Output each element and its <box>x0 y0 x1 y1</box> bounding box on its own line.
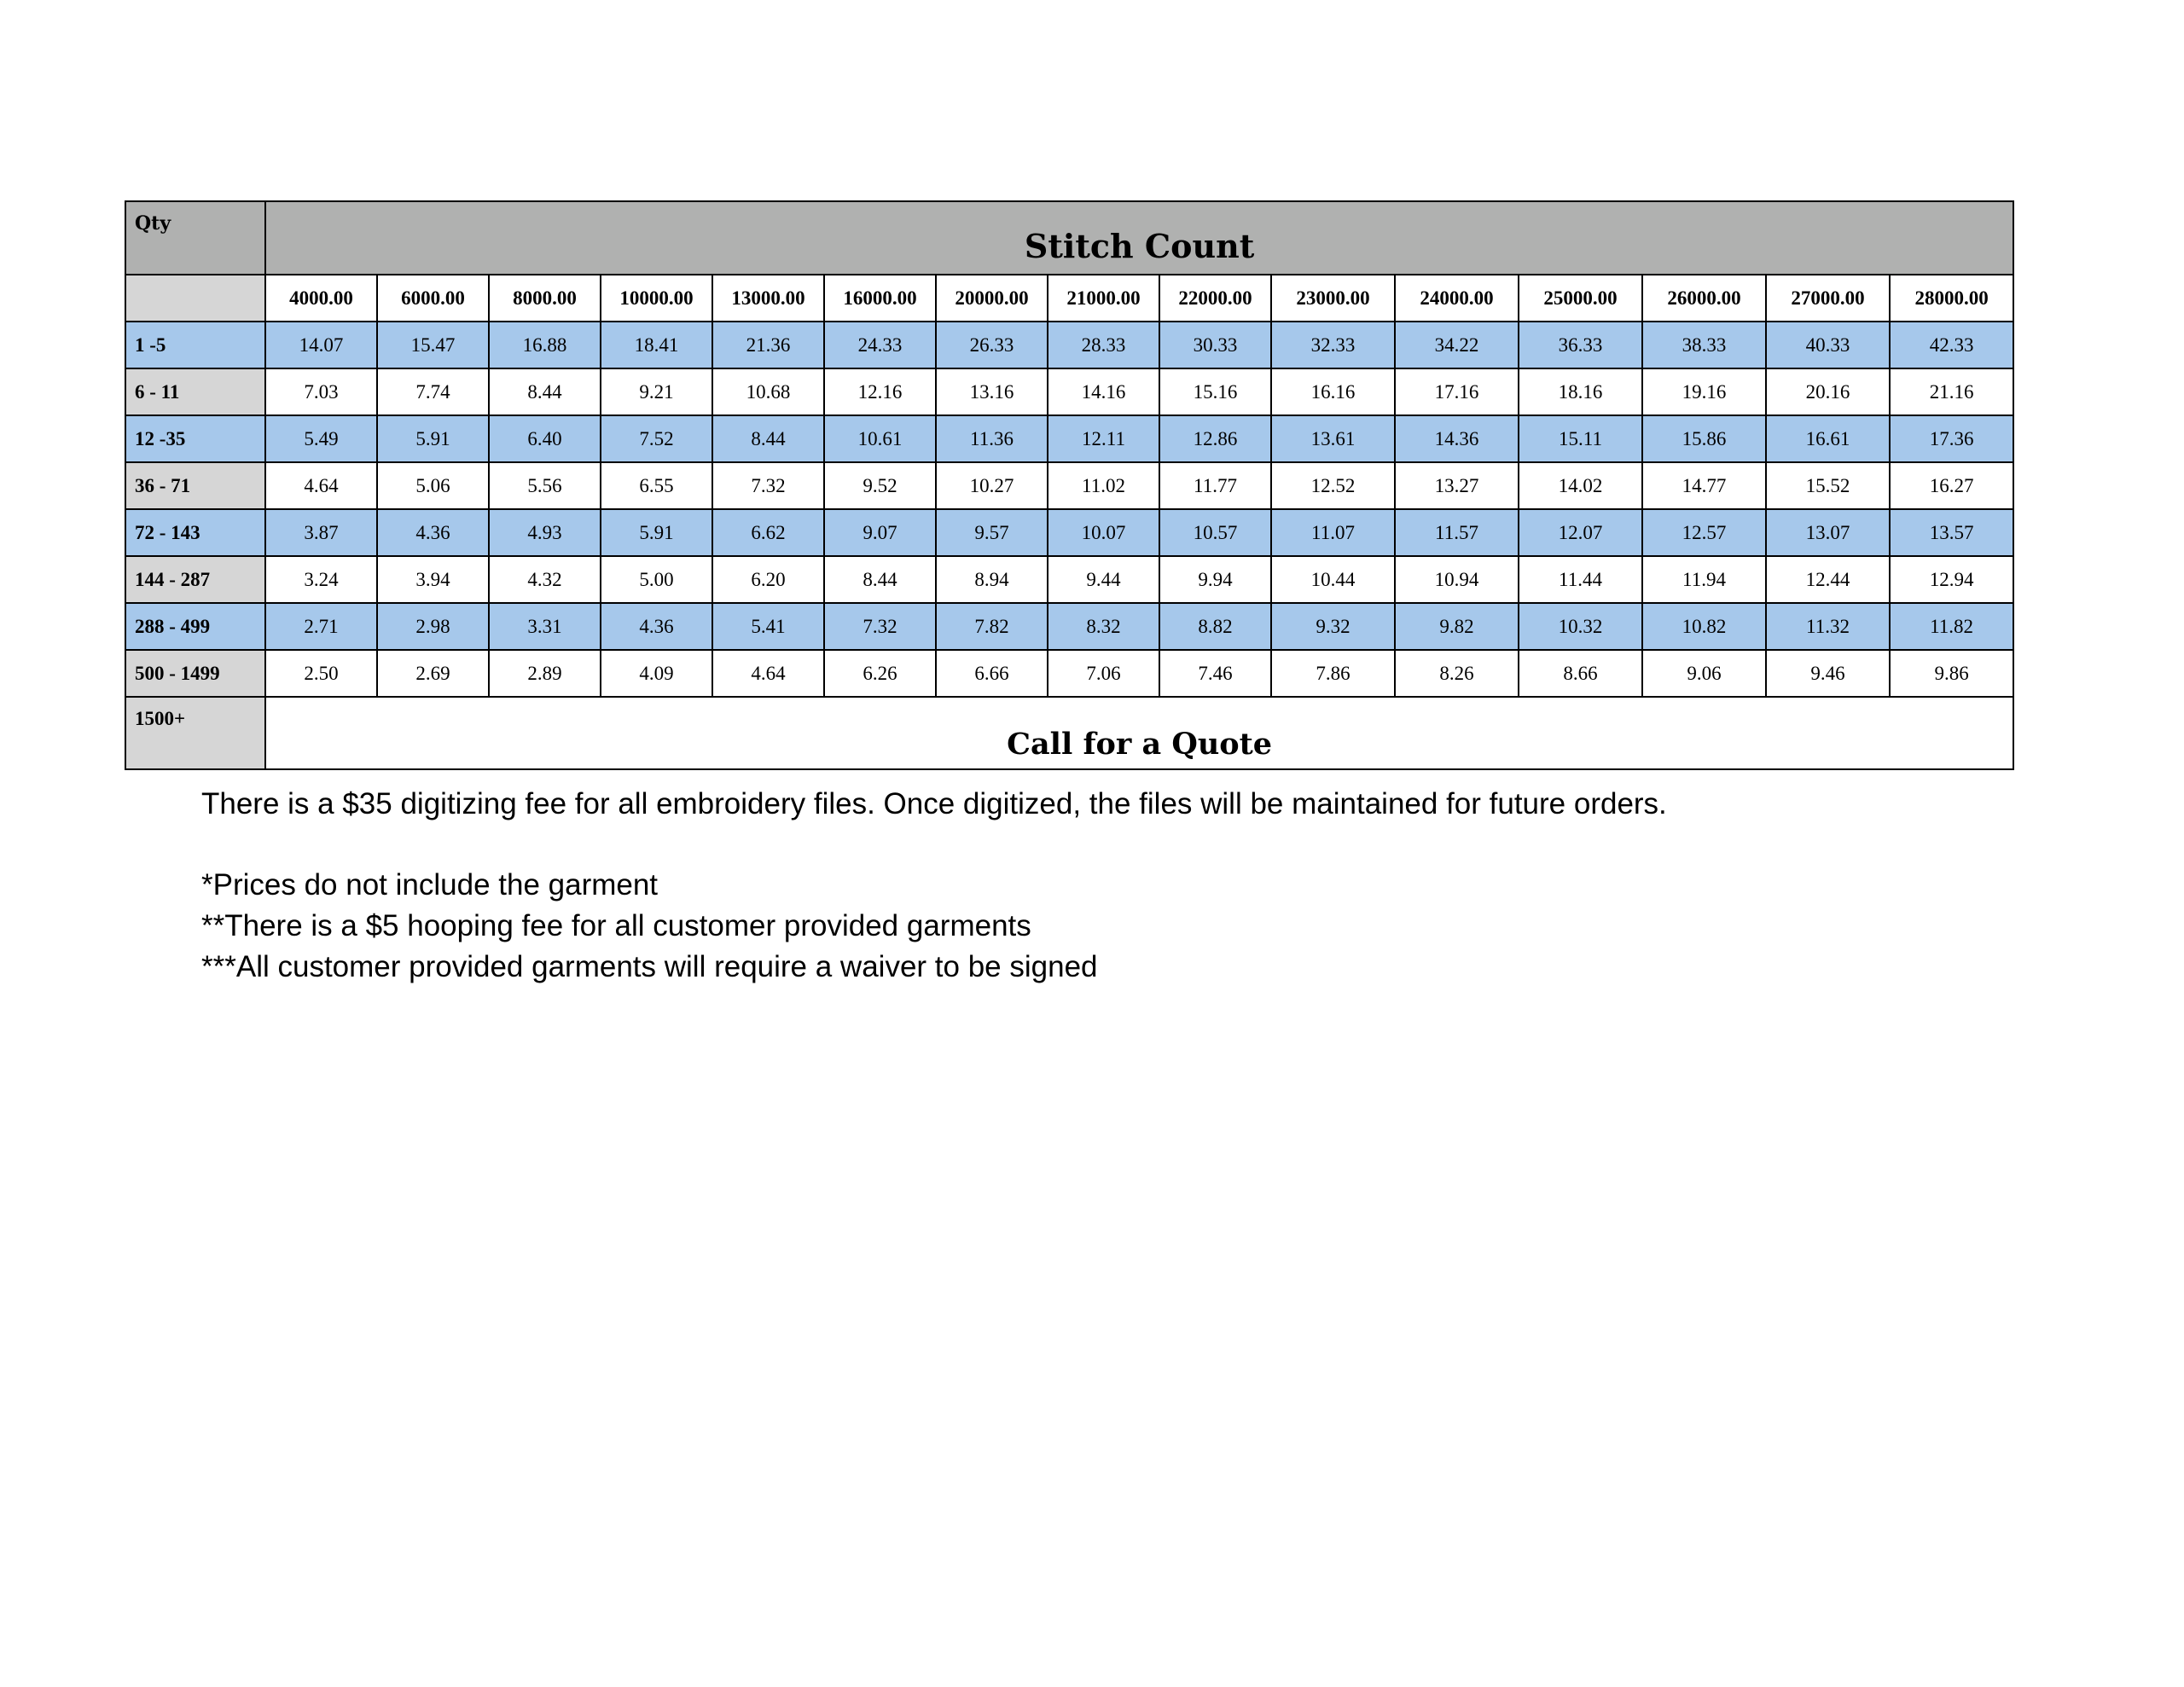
price-cell: 4.93 <box>489 509 601 556</box>
price-cell: 16.61 <box>1766 415 1890 462</box>
price-cell: 11.02 <box>1048 462 1159 509</box>
price-cell: 15.11 <box>1519 415 1642 462</box>
price-cell: 32.33 <box>1271 322 1395 368</box>
stitch-count-header: 28000.00 <box>1890 275 2013 322</box>
price-cell: 11.07 <box>1271 509 1395 556</box>
price-cell: 9.86 <box>1890 650 2013 697</box>
price-cell: 12.07 <box>1519 509 1642 556</box>
price-cell: 6.55 <box>601 462 712 509</box>
price-cell: 9.52 <box>824 462 936 509</box>
price-cell: 6.66 <box>936 650 1048 697</box>
price-cell: 12.86 <box>1159 415 1271 462</box>
price-cell: 8.94 <box>936 556 1048 603</box>
price-cell: 8.26 <box>1395 650 1519 697</box>
price-cell: 4.09 <box>601 650 712 697</box>
price-cell: 14.02 <box>1519 462 1642 509</box>
stitch-count-header: 6000.00 <box>377 275 489 322</box>
price-cell: 2.98 <box>377 603 489 650</box>
price-cell: 42.33 <box>1890 322 2013 368</box>
price-cell: 10.57 <box>1159 509 1271 556</box>
price-cell: 8.82 <box>1159 603 1271 650</box>
price-cell: 11.77 <box>1159 462 1271 509</box>
price-cell: 8.44 <box>824 556 936 603</box>
price-cell: 11.82 <box>1890 603 2013 650</box>
qty-range-label: 6 - 11 <box>125 368 265 415</box>
stitch-count-title: Stitch Count <box>265 201 2013 275</box>
price-cell: 16.88 <box>489 322 601 368</box>
price-cell: 7.82 <box>936 603 1048 650</box>
price-cell: 26.33 <box>936 322 1048 368</box>
stitch-count-header: 10000.00 <box>601 275 712 322</box>
price-cell: 9.46 <box>1766 650 1890 697</box>
qty-range-label: 12 -35 <box>125 415 265 462</box>
stitch-count-header: 4000.00 <box>265 275 377 322</box>
table-row <box>125 322 2013 368</box>
stitch-count-header: 24000.00 <box>1395 275 1519 322</box>
price-cell: 15.47 <box>377 322 489 368</box>
price-cell: 13.27 <box>1395 462 1519 509</box>
table-row <box>125 556 2013 603</box>
price-cell: 4.64 <box>265 462 377 509</box>
price-cell: 11.94 <box>1642 556 1766 603</box>
table-row <box>125 509 2013 556</box>
price-cell: 2.71 <box>265 603 377 650</box>
quote-row <box>125 697 2013 769</box>
table-row <box>125 650 2013 697</box>
price-cell: 40.33 <box>1766 322 1890 368</box>
price-cell: 21.36 <box>712 322 824 368</box>
waiver-note: ***All customer provided garments will require a waiver to be signed <box>201 950 1098 983</box>
price-cell: 14.36 <box>1395 415 1519 462</box>
price-cell: 6.20 <box>712 556 824 603</box>
price-cell: 5.56 <box>489 462 601 509</box>
price-cell: 5.49 <box>265 415 377 462</box>
stitch-count-header: 26000.00 <box>1642 275 1766 322</box>
qty-range-label: 1500+ <box>125 697 265 769</box>
price-cell: 5.41 <box>712 603 824 650</box>
price-cell: 9.21 <box>601 368 712 415</box>
stitch-count-header: 23000.00 <box>1271 275 1395 322</box>
price-cell: 11.32 <box>1766 603 1890 650</box>
price-cell: 14.16 <box>1048 368 1159 415</box>
price-cell: 15.16 <box>1159 368 1271 415</box>
price-cell: 6.40 <box>489 415 601 462</box>
hooping-fee-note: **There is a $5 hooping fee for all customer provided garments <box>201 909 1031 942</box>
price-cell: 7.03 <box>265 368 377 415</box>
price-cell: 13.16 <box>936 368 1048 415</box>
price-cell: 10.68 <box>712 368 824 415</box>
price-cell: 16.16 <box>1271 368 1395 415</box>
price-cell: 5.91 <box>377 415 489 462</box>
embroidery-price-table <box>125 200 2014 770</box>
price-cell: 15.52 <box>1766 462 1890 509</box>
price-cell: 2.69 <box>377 650 489 697</box>
price-cell: 2.89 <box>489 650 601 697</box>
price-cell: 10.32 <box>1519 603 1642 650</box>
price-cell: 2.50 <box>265 650 377 697</box>
price-cell: 21.16 <box>1890 368 2013 415</box>
price-cell: 11.36 <box>936 415 1048 462</box>
price-cell: 8.44 <box>712 415 824 462</box>
qty-range-label: 500 - 1499 <box>125 650 265 697</box>
price-cell: 10.44 <box>1271 556 1395 603</box>
price-cell: 12.57 <box>1642 509 1766 556</box>
price-cell: 34.22 <box>1395 322 1519 368</box>
stitch-count-header: 16000.00 <box>824 275 936 322</box>
price-cell: 19.16 <box>1642 368 1766 415</box>
price-cell: 3.31 <box>489 603 601 650</box>
price-cell: 5.00 <box>601 556 712 603</box>
stitch-count-header: 25000.00 <box>1519 275 1642 322</box>
stitch-count-header: 13000.00 <box>712 275 824 322</box>
price-cell: 24.33 <box>824 322 936 368</box>
table-row <box>125 462 2013 509</box>
price-cell: 9.57 <box>936 509 1048 556</box>
price-cell: 4.36 <box>601 603 712 650</box>
price-cell: 7.46 <box>1159 650 1271 697</box>
price-cell: 12.94 <box>1890 556 2013 603</box>
price-cell: 13.61 <box>1271 415 1395 462</box>
price-cell: 6.62 <box>712 509 824 556</box>
price-cell: 12.52 <box>1271 462 1395 509</box>
price-cell: 4.36 <box>377 509 489 556</box>
digitizing-fee-note: There is a $35 digitizing fee for all embroidery files. Once digitized, the files will be maintained for future orders. <box>201 787 1667 820</box>
table-title-row <box>125 201 2013 275</box>
price-cell: 10.61 <box>824 415 936 462</box>
price-cell: 9.82 <box>1395 603 1519 650</box>
price-cell: 12.11 <box>1048 415 1159 462</box>
price-cell: 18.16 <box>1519 368 1642 415</box>
price-cell: 30.33 <box>1159 322 1271 368</box>
price-cell: 11.57 <box>1395 509 1519 556</box>
price-cell: 12.16 <box>824 368 936 415</box>
price-cell: 5.06 <box>377 462 489 509</box>
stitch-count-header: 20000.00 <box>936 275 1048 322</box>
price-cell: 36.33 <box>1519 322 1642 368</box>
price-cell: 7.32 <box>712 462 824 509</box>
price-cell: 9.94 <box>1159 556 1271 603</box>
price-cell: 13.07 <box>1766 509 1890 556</box>
price-cell: 20.16 <box>1766 368 1890 415</box>
price-cell: 6.26 <box>824 650 936 697</box>
qty-range-label: 36 - 71 <box>125 462 265 509</box>
blank-header-cell <box>125 275 265 322</box>
stitch-count-header: 22000.00 <box>1159 275 1271 322</box>
price-cell: 7.74 <box>377 368 489 415</box>
price-cell: 8.44 <box>489 368 601 415</box>
qty-range-label: 1 -5 <box>125 322 265 368</box>
stitch-count-header: 27000.00 <box>1766 275 1890 322</box>
stitch-count-header-row <box>125 275 2013 322</box>
price-cell: 4.64 <box>712 650 824 697</box>
price-cell: 14.77 <box>1642 462 1766 509</box>
price-cell: 7.52 <box>601 415 712 462</box>
price-cell: 9.06 <box>1642 650 1766 697</box>
price-cell: 9.07 <box>824 509 936 556</box>
price-cell: 28.33 <box>1048 322 1159 368</box>
price-cell: 8.32 <box>1048 603 1159 650</box>
table-row <box>125 603 2013 650</box>
price-cell: 5.91 <box>601 509 712 556</box>
price-cell: 7.32 <box>824 603 936 650</box>
qty-range-label: 144 - 287 <box>125 556 265 603</box>
qty-header: Qty <box>125 201 265 275</box>
price-cell: 14.07 <box>265 322 377 368</box>
price-cell: 17.36 <box>1890 415 2013 462</box>
price-cell: 12.44 <box>1766 556 1890 603</box>
price-cell: 3.87 <box>265 509 377 556</box>
price-cell: 7.86 <box>1271 650 1395 697</box>
table-row <box>125 368 2013 415</box>
price-cell: 10.07 <box>1048 509 1159 556</box>
stitch-count-header: 8000.00 <box>489 275 601 322</box>
call-for-quote-text: Call for a Quote <box>265 697 2013 769</box>
price-cell: 7.06 <box>1048 650 1159 697</box>
qty-range-label: 288 - 499 <box>125 603 265 650</box>
price-cell: 10.82 <box>1642 603 1766 650</box>
price-cell: 38.33 <box>1642 322 1766 368</box>
table-row <box>125 415 2013 462</box>
price-cell: 10.27 <box>936 462 1048 509</box>
price-cell: 13.57 <box>1890 509 2013 556</box>
price-cell: 18.41 <box>601 322 712 368</box>
price-cell: 10.94 <box>1395 556 1519 603</box>
price-cell: 4.32 <box>489 556 601 603</box>
stitch-count-header: 21000.00 <box>1048 275 1159 322</box>
price-cell: 15.86 <box>1642 415 1766 462</box>
garment-note: *Prices do not include the garment <box>201 868 659 901</box>
price-cell: 17.16 <box>1395 368 1519 415</box>
price-cell: 16.27 <box>1890 462 2013 509</box>
qty-range-label: 72 - 143 <box>125 509 265 556</box>
price-cell: 8.66 <box>1519 650 1642 697</box>
price-cell: 3.94 <box>377 556 489 603</box>
price-cell: 11.44 <box>1519 556 1642 603</box>
price-cell: 9.44 <box>1048 556 1159 603</box>
price-cell: 3.24 <box>265 556 377 603</box>
price-cell: 9.32 <box>1271 603 1395 650</box>
